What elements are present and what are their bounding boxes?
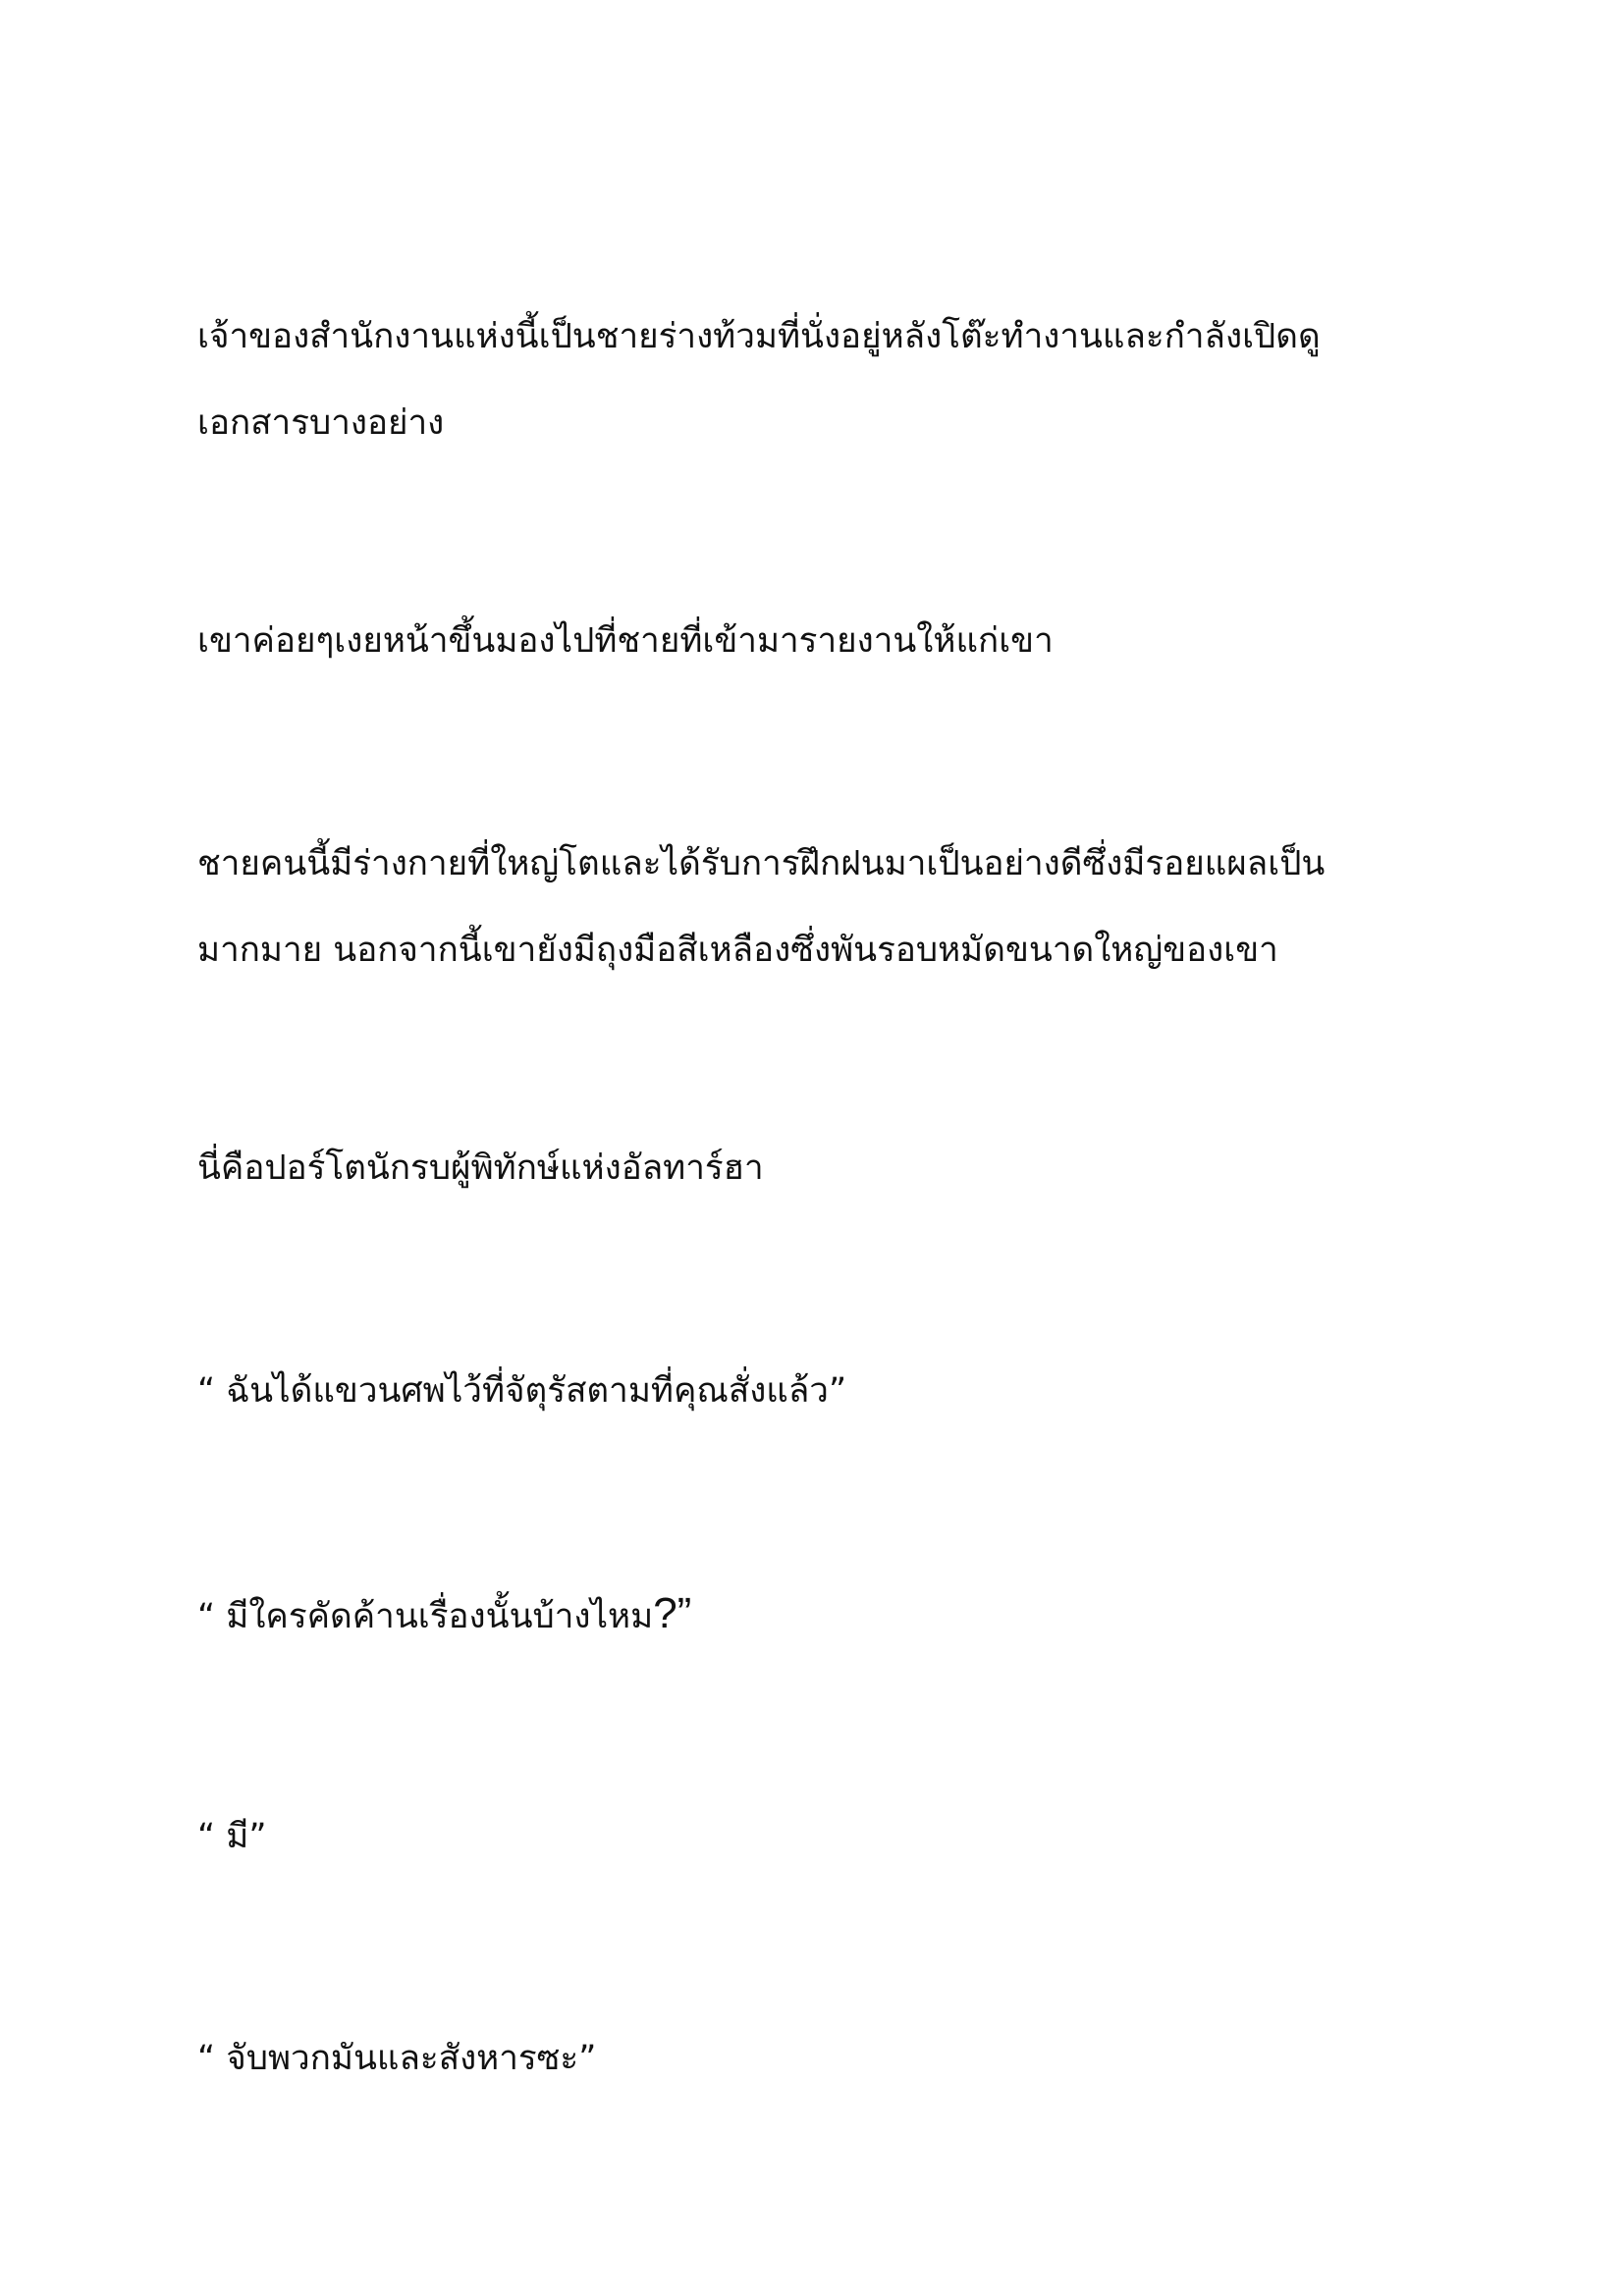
- paragraph-line: เขาค่อยๆเงยหน้าขึ้นมองไปที่ชายที่เข้ามารายงานให้แก่เขา: [197, 621, 1054, 661]
- paragraph-line: “ ฉันได้แขวนศพไว้ที่จัตุรัสตามที่คุณสั่งแล้ว”: [197, 1371, 847, 1411]
- dialogue-line: [197, 1571, 1435, 1657]
- paragraph-line: นี่คือปอร์โตนักรบผู้พิทักษ์แห่งอัลทาร์ฮา: [197, 1148, 764, 1188]
- paragraph-line: “ จับพวกมันและสังหารซะ”: [197, 2039, 597, 2078]
- dialogue-line: [197, 1793, 1435, 1880]
- paragraph-description: [197, 821, 1435, 993]
- paragraph-line: [197, 1571, 1435, 1657]
- dialogue-line: [197, 1348, 1435, 1434]
- paragraph-line: เอกสารบางอย่าง: [197, 403, 445, 443]
- paragraph-line: “ มี”: [197, 1817, 267, 1856]
- paragraph-porto: [197, 1125, 1435, 1211]
- paragraph-line: มากมาย นอกจากนี้เขายังมีถุงมือสีเหลืองซึ่งพันรอบหมัดขนาดใหญ่ของเขา: [197, 931, 1278, 970]
- paragraph-line: เจ้าของสำนักงานแห่งนี้เป็นชายร่างท้วมที่นั่งอยู่หลังโต๊ะทำงานและกำลังเปิดดู: [197, 317, 1321, 356]
- paragraph-office-owner: [197, 294, 1435, 466]
- dialogue-text: “ มีใครคัดค้านเรื่องนั้นบ้างไหม: [197, 1597, 654, 1636]
- question-mark: ?”: [653, 1589, 692, 1637]
- dialogue-line: [197, 2015, 1435, 2102]
- paragraph-line: ชายคนนี้มีร่างกายที่ใหญ่โตและได้รับการฝึกฝนมาเป็นอย่างดีซึ่งมีรอยแผลเป็น: [197, 844, 1326, 883]
- paragraph-looks-up: [197, 598, 1435, 684]
